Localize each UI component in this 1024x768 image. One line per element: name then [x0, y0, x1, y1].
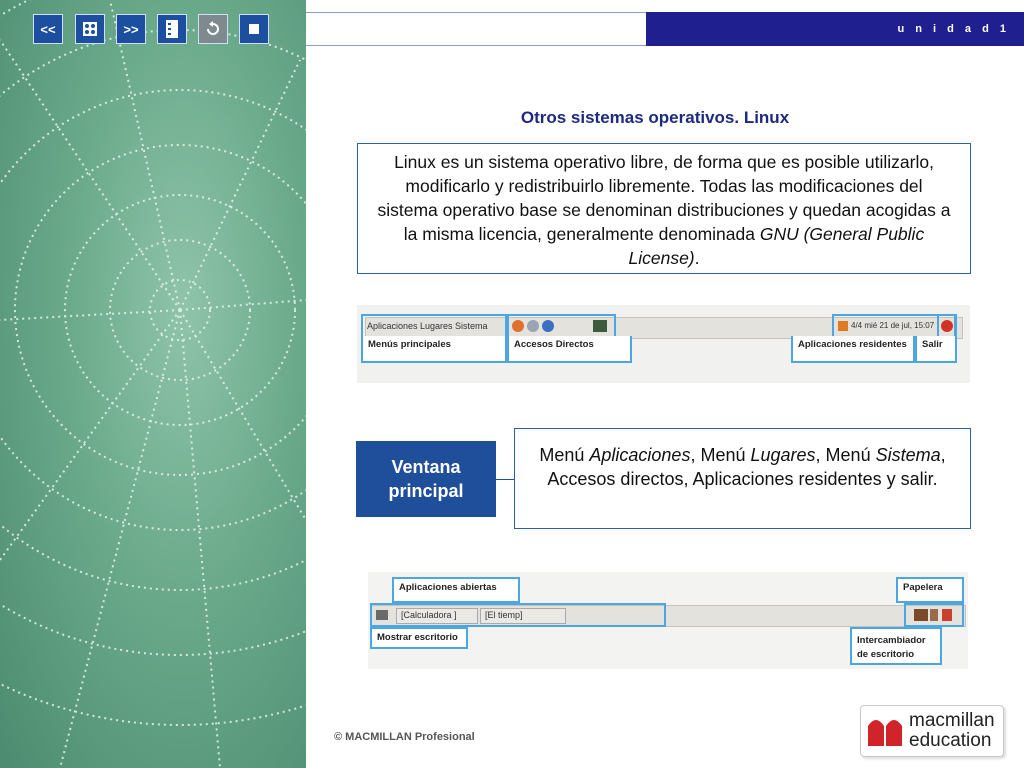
logo-line1: macmillan	[909, 710, 995, 731]
web-illustration	[0, 0, 306, 768]
menu-bar-text: Aplicaciones Lugares Sistema	[367, 321, 488, 331]
intro-text: Linux es un sistema operativo libre, de forma que es posible utilizarlo, modificarlo y redistribuirlo libremente. Todas las modificaciones del sistema operativo base se denominan distribuciones y quedan acogidas a la misma licencia, generalmente denominada	[377, 152, 951, 244]
open-apps-highlight	[370, 603, 666, 627]
menu-desc-places: Lugares	[750, 445, 816, 465]
label-trash: Papelera	[896, 577, 964, 603]
label-main-menus: Menús principales	[361, 336, 507, 363]
spider-web-image	[0, 0, 306, 768]
power-icon	[941, 320, 953, 332]
contents-button[interactable]	[157, 14, 187, 44]
logo-line2: education	[909, 730, 992, 751]
label-resident-apps: Aplicaciones residentes	[791, 336, 915, 363]
previous-button[interactable]	[33, 14, 63, 44]
task-weather-label: [El tiemp]	[485, 610, 523, 620]
monitor-icon	[593, 320, 607, 332]
previous-label: <<	[40, 21, 56, 37]
main-window-label	[356, 441, 496, 517]
workspace-icons	[914, 609, 954, 621]
copyright-text: © MACMILLAN Profesional	[334, 731, 475, 743]
task-calculator-label: [Calculadora ]	[401, 610, 457, 620]
calendar-icon	[838, 321, 848, 331]
menu-description-box	[514, 428, 971, 529]
label-workspace-switcher: Intercambiador de escritorio	[850, 627, 942, 665]
stop-button[interactable]	[239, 14, 269, 44]
connector-line	[496, 479, 514, 480]
intro-end: .	[694, 248, 700, 268]
macmillan-logo-icon	[866, 712, 906, 748]
menus-highlight	[361, 314, 507, 336]
intro-text-box	[357, 143, 971, 274]
menu-desc-3: , Menú	[815, 445, 876, 465]
next-label: >>	[123, 21, 139, 37]
dice-icon	[82, 21, 98, 37]
index-button[interactable]	[75, 14, 105, 44]
label-shortcuts: Accesos Directos	[507, 336, 632, 363]
back-button[interactable]	[198, 14, 228, 44]
shortcut-icons	[511, 319, 571, 333]
label-open-apps: Aplicaciones abiertas	[392, 577, 520, 603]
task-weather[interactable]	[480, 608, 566, 624]
clock-text: 4/4 mié 21 de jul, 15:07	[851, 321, 935, 330]
menu-desc-1: Menú	[539, 445, 590, 465]
macmillan-logo	[860, 705, 1004, 757]
power-highlight	[937, 314, 957, 336]
trash-highlight	[904, 603, 964, 627]
main-window-text: Ventana principal	[388, 457, 464, 501]
desktop-icon	[376, 610, 388, 620]
next-button[interactable]	[116, 14, 146, 44]
top-bar	[306, 12, 646, 46]
menu-desc-applications: Aplicaciones	[589, 445, 691, 465]
top-panel-screenshot	[357, 305, 970, 383]
undo-icon	[204, 20, 222, 38]
shortcuts-highlight	[507, 314, 616, 336]
page-title: Otros sistemas operativos. Linux	[520, 108, 790, 127]
label-exit: Salir	[915, 336, 957, 363]
bottom-panel-screenshot	[368, 572, 968, 669]
menu-desc-system: Sistema	[875, 445, 941, 465]
intro-license: GNU (General Public License)	[628, 224, 925, 268]
label-show-desktop: Mostrar escritorio	[370, 627, 468, 649]
unit-label: u n i d a d 1	[897, 23, 1010, 35]
task-calculator[interactable]	[396, 608, 478, 624]
stop-icon	[247, 22, 261, 36]
menu-desc-2: , Menú	[690, 445, 751, 465]
menu-desc-4: , Accesos directos, Aplicaciones residentes y salir.	[547, 445, 946, 489]
list-icon	[165, 19, 179, 39]
